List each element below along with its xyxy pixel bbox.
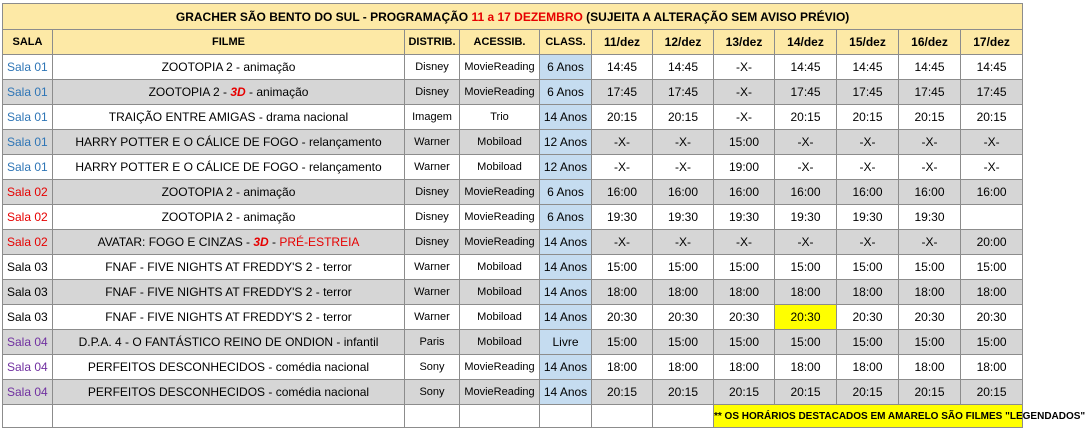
showtime-cell: 20:30 [653,305,714,330]
showtime-cell [961,205,1023,230]
filme-title-part: FNAF - FIVE NIGHTS AT FREDDY'S 2 - terror [105,260,352,274]
acessib-cell: Mobiload [460,155,540,180]
subtitle-note: ** OS HORÁRIOS DESTACADOS EM AMARELO SÃO FILMES "LEGENDADOS" [714,405,1023,428]
showtime-cell: 17:45 [837,80,899,105]
showtime-cell: 17:45 [899,80,961,105]
showtime-cell: -X- [899,130,961,155]
filme-title-part: FNAF - FIVE NIGHTS AT FREDDY'S 2 - terror [105,310,352,324]
showtime-cell: 18:00 [592,280,653,305]
filme-title-part: HARRY POTTER E O CÁLICE DE FOGO - relançamento [75,160,382,174]
showtime-cell: -X- [837,130,899,155]
showtime-cell: 16:00 [775,180,837,205]
showtime-cell: 20:15 [714,380,775,405]
title-dates: 11 a 17 DEZEMBRO [471,9,583,24]
showtime-cell: 14:45 [899,55,961,80]
showtime-cell: 20:30 [592,305,653,330]
filme-cell [53,280,405,305]
acessib-cell: MovieReading [460,355,540,380]
showtime-cell: 20:30 [775,305,837,330]
filme-title-part: 3D [230,85,246,99]
showtime-cell: -X- [837,155,899,180]
showtime-cell: -X- [592,155,653,180]
showtime-cell: 15:00 [714,255,775,280]
filme-cell [53,205,405,230]
sala-cell: Sala 01 [3,155,53,180]
schedule-row [3,305,1023,330]
title-row [3,4,1023,30]
showtime-cell: 20:30 [961,305,1023,330]
showtime-cell: 20:15 [775,380,837,405]
distrib-cell: Imagem [405,105,460,130]
distrib-cell: Disney [405,55,460,80]
showtime-cell: 20:00 [961,230,1023,255]
filme-cell [53,230,405,255]
showtime-cell: 19:30 [837,205,899,230]
header-day: 16/dez [899,30,961,55]
filme-cell [53,55,405,80]
filme-title-part: ZOOTOPIA 2 - animação [161,60,296,74]
acessib-cell: MovieReading [460,180,540,205]
showtime-cell: -X- [775,155,837,180]
showtime-cell: 18:00 [775,280,837,305]
schedule-row [3,330,1023,355]
showtime-cell: 17:45 [653,80,714,105]
sala-cell: Sala 02 [3,205,53,230]
showtime-cell: 15:00 [714,330,775,355]
acessib-cell: MovieReading [460,230,540,255]
empty-cell [53,405,405,428]
showtime-cell: -X- [592,230,653,255]
distrib-cell: Sony [405,355,460,380]
showtime-cell: 14:45 [961,55,1023,80]
class-rating-cell: 14 Anos [540,380,592,405]
showtime-cell: 18:00 [899,280,961,305]
showtime-cell: 14:45 [837,55,899,80]
header-sala: SALA [3,30,53,55]
filme-title-part: PRÉ-ESTREIA [279,235,360,249]
schedule-row [3,105,1023,130]
showtime-cell: 15:00 [775,255,837,280]
showtime-cell: 18:00 [653,280,714,305]
distrib-cell: Disney [405,230,460,255]
class-rating-cell: 14 Anos [540,255,592,280]
schedule-row [3,355,1023,380]
distrib-cell: Sony [405,380,460,405]
showtime-cell: 17:45 [961,80,1023,105]
distrib-cell: Warner [405,305,460,330]
showtime-cell: 16:00 [592,180,653,205]
class-rating-cell: 6 Anos [540,55,592,80]
acessib-cell: Mobiload [460,330,540,355]
showtime-cell: 14:45 [653,55,714,80]
class-rating-cell: 14 Anos [540,280,592,305]
header-day: 15/dez [837,30,899,55]
showtime-cell: -X- [714,55,775,80]
showtime-cell: 20:30 [714,305,775,330]
schedule-row [3,205,1023,230]
showtime-cell: 20:30 [899,305,961,330]
showtime-cell: 16:00 [961,180,1023,205]
filme-cell [53,180,405,205]
empty-cell [405,405,460,428]
distrib-cell: Warner [405,155,460,180]
acessib-cell: MovieReading [460,380,540,405]
class-rating-cell: 12 Anos [540,155,592,180]
showtime-cell: 15:00 [775,330,837,355]
schedule-row [3,280,1023,305]
class-rating-cell: 6 Anos [540,80,592,105]
showtime-cell: -X- [961,155,1023,180]
showtime-cell: 16:00 [653,180,714,205]
distrib-cell: Warner [405,130,460,155]
schedule-row [3,80,1023,105]
sala-cell: Sala 01 [3,80,53,105]
acessib-cell: Mobiload [460,130,540,155]
header-day: 13/dez [714,30,775,55]
filme-title-part: ZOOTOPIA 2 - animação [161,210,296,224]
showtime-cell: 20:15 [653,380,714,405]
filme-cell [53,130,405,155]
showtime-cell: 15:00 [837,330,899,355]
showtime-cell: 19:00 [714,155,775,180]
showtime-cell: 18:00 [775,355,837,380]
empty-cell [592,405,653,428]
acessib-cell: MovieReading [460,205,540,230]
class-rating-cell: 6 Anos [540,205,592,230]
header-acessib: ACESSIB. [460,30,540,55]
showtime-cell: -X- [961,130,1023,155]
class-rating-cell: 14 Anos [540,305,592,330]
showtime-cell: 20:15 [961,105,1023,130]
sala-cell: Sala 02 [3,180,53,205]
distrib-cell: Warner [405,280,460,305]
acessib-cell: Mobiload [460,280,540,305]
showtime-cell: 19:30 [899,205,961,230]
showtime-cell: 16:00 [837,180,899,205]
showtime-cell: 19:30 [775,205,837,230]
showtime-cell: 20:15 [899,105,961,130]
class-rating-cell: 6 Anos [540,180,592,205]
schedule-row [3,55,1023,80]
showtime-cell: 15:00 [837,255,899,280]
showtime-cell: 20:15 [961,380,1023,405]
showtime-cell: 20:15 [592,105,653,130]
showtime-cell: 19:30 [653,205,714,230]
filme-cell [53,105,405,130]
schedule-row [3,230,1023,255]
showtime-cell: -X- [714,230,775,255]
showtime-cell: 16:00 [714,180,775,205]
sala-cell: Sala 01 [3,55,53,80]
empty-cell [653,405,714,428]
schedule-row [3,255,1023,280]
header-day: 17/dez [961,30,1023,55]
class-rating-cell: 12 Anos [540,130,592,155]
sala-cell: Sala 04 [3,355,53,380]
showtime-cell: 15:00 [653,255,714,280]
header-day: 11/dez [592,30,653,55]
showtime-cell: 17:45 [775,80,837,105]
filme-title-part: - animação [245,85,309,99]
empty-cell [540,405,592,428]
class-rating-cell: Livre [540,330,592,355]
filme-cell [53,155,405,180]
filme-title-part: TRAIÇÃO ENTRE AMIGAS - drama nacional [108,110,349,124]
showtime-cell: 18:00 [714,280,775,305]
distrib-cell: Disney [405,80,460,105]
sala-cell: Sala 01 [3,130,53,155]
filme-title-part: D.P.A. 4 - O FANTÁSTICO REINO DE ONDION - infantil [78,335,379,349]
title-prefix: GRACHER SÃO BENTO DO SUL - PROGRAMAÇÃO [175,9,472,24]
showtime-cell: 15:00 [653,330,714,355]
showtime-cell: 20:15 [653,105,714,130]
sala-cell: Sala 03 [3,280,53,305]
showtime-cell: 15:00 [961,255,1023,280]
class-rating-cell: 14 Anos [540,230,592,255]
header-filme: FILME [53,30,405,55]
schedule-row [3,380,1023,405]
distrib-cell: Paris [405,330,460,355]
showtime-cell: 18:00 [714,355,775,380]
showtime-cell: 14:45 [775,55,837,80]
filme-title-part: AVATAR: FOGO E CINZAS - [97,235,254,249]
class-rating-cell: 14 Anos [540,105,592,130]
header-class: CLASS. [540,30,592,55]
showtime-cell: 18:00 [837,355,899,380]
acessib-cell: Mobiload [460,305,540,330]
showtime-cell: 20:30 [837,305,899,330]
filme-title-part: ZOOTOPIA 2 - animação [161,185,296,199]
header-row [3,30,1023,55]
sala-cell: Sala 03 [3,305,53,330]
schedule-row [3,130,1023,155]
sala-cell: Sala 04 [3,380,53,405]
footer-row [3,405,1023,428]
showtime-cell: -X- [714,105,775,130]
showtime-cell: 18:00 [961,280,1023,305]
distrib-cell: Warner [405,255,460,280]
showtime-cell: 18:00 [653,355,714,380]
class-rating-cell: 14 Anos [540,355,592,380]
distrib-cell: Disney [405,180,460,205]
showtime-cell: -X- [775,130,837,155]
title-suffix: (SUJEITA A ALTERAÇÃO SEM AVISO PRÉVIO) [582,9,850,24]
showtime-cell: -X- [592,130,653,155]
showtime-cell: 20:15 [837,380,899,405]
sala-cell: Sala 04 [3,330,53,355]
schedule-row [3,180,1023,205]
showtime-cell: 15:00 [961,330,1023,355]
showtime-cell: 15:00 [714,130,775,155]
header-day: 12/dez [653,30,714,55]
filme-title-part: 3D [253,235,269,249]
filme-title-part: ZOOTOPIA 2 - [148,85,231,99]
filme-cell [53,330,405,355]
showtime-cell: 18:00 [837,280,899,305]
filme-title-part: PERFEITOS DESCONHECIDOS - comédia nacional [87,385,370,399]
showtime-cell: 20:15 [899,380,961,405]
header-distrib: DISTRIB. [405,30,460,55]
filme-title-part: - [268,235,280,249]
sala-cell: Sala 03 [3,255,53,280]
empty-cell [3,405,53,428]
page-title [3,4,1023,30]
acessib-cell: MovieReading [460,80,540,105]
acessib-cell: MovieReading [460,55,540,80]
showtime-cell: 15:00 [899,255,961,280]
showtime-cell: -X- [653,155,714,180]
showtime-cell: 19:30 [714,205,775,230]
schedule-table [2,3,1085,428]
showtime-cell: 18:00 [961,355,1023,380]
sala-cell: Sala 02 [3,230,53,255]
schedule-row [3,155,1023,180]
filme-title-part: HARRY POTTER E O CÁLICE DE FOGO - relançamento [75,135,382,149]
showtime-cell: 20:15 [592,380,653,405]
showtime-cell: 15:00 [899,330,961,355]
showtime-cell: 19:30 [592,205,653,230]
showtime-cell: 18:00 [899,355,961,380]
distrib-cell: Disney [405,205,460,230]
showtime-cell: 20:15 [837,105,899,130]
filme-cell [53,380,405,405]
acessib-cell: Trio [460,105,540,130]
filme-cell [53,80,405,105]
acessib-cell: Mobiload [460,255,540,280]
filme-title-part: PERFEITOS DESCONHECIDOS - comédia nacional [87,360,370,374]
filme-cell [53,255,405,280]
filme-title-part: FNAF - FIVE NIGHTS AT FREDDY'S 2 - terror [105,285,352,299]
showtime-cell: 18:00 [592,355,653,380]
showtime-cell: -X- [653,230,714,255]
showtime-cell: 15:00 [592,255,653,280]
empty-cell [460,405,540,428]
showtime-cell: 14:45 [592,55,653,80]
showtime-cell: 16:00 [899,180,961,205]
showtime-cell: -X- [837,230,899,255]
showtime-cell: -X- [714,80,775,105]
showtime-cell: -X- [899,155,961,180]
showtime-cell: 20:15 [775,105,837,130]
showtime-cell: 17:45 [592,80,653,105]
showtime-cell: -X- [775,230,837,255]
showtime-cell: -X- [899,230,961,255]
filme-cell [53,355,405,380]
header-day: 14/dez [775,30,837,55]
showtime-cell: 15:00 [592,330,653,355]
showtime-cell: -X- [653,130,714,155]
sala-cell: Sala 01 [3,105,53,130]
filme-cell [53,305,405,330]
